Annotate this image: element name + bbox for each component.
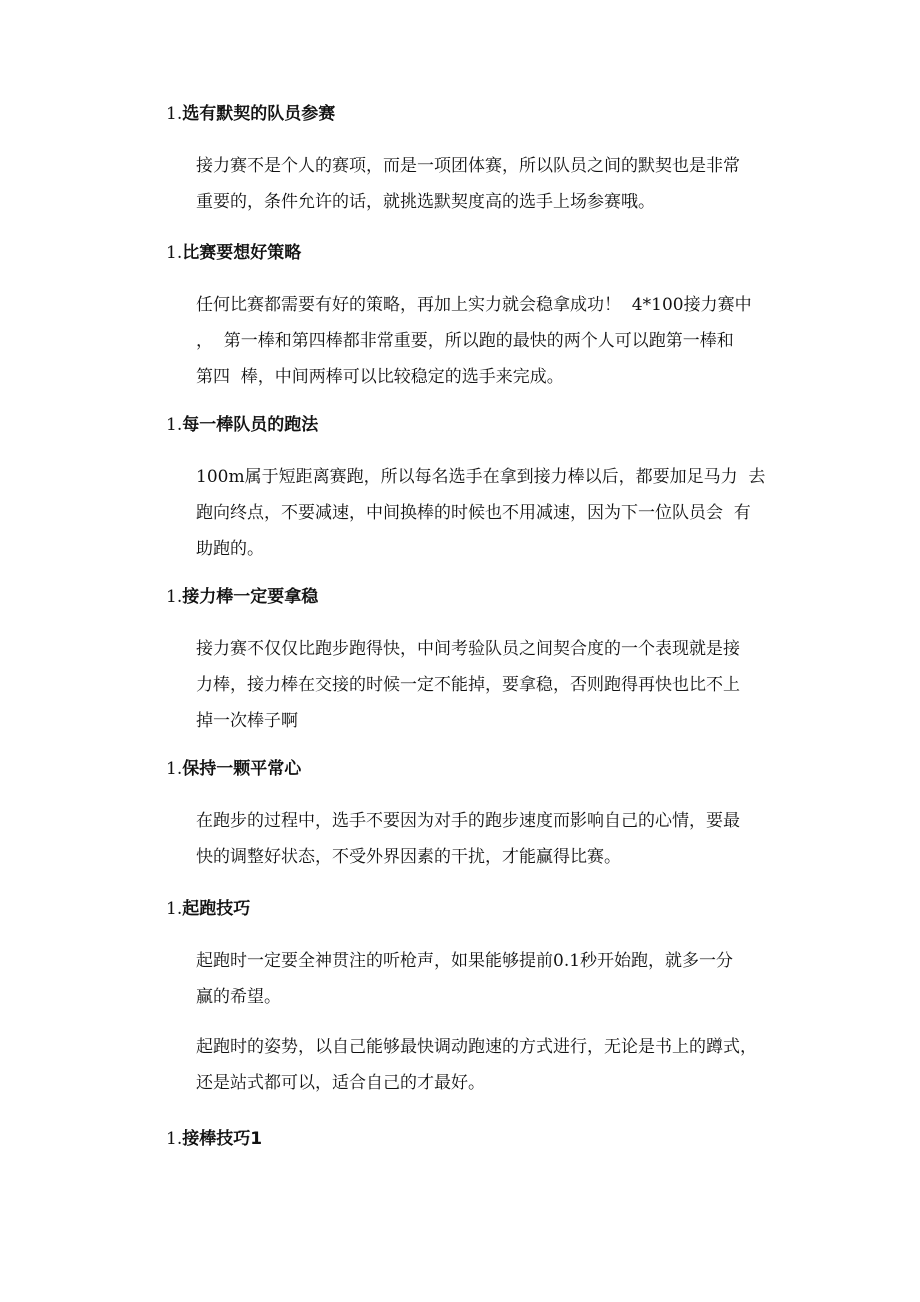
section-title: 接力棒一定要拿稳	[182, 587, 319, 607]
section-title: 接棒技巧1	[182, 1129, 263, 1149]
section-number: 1.	[166, 759, 183, 779]
paragraph-line: 起跑时的姿势，以自己能够最快调动跑速的方式进行，无论是书上的蹲式，	[196, 1037, 757, 1057]
section-heading	[166, 102, 335, 126]
paragraph-line: ， 第一棒和第四棒都非常重要，所以跑的最快的两个人可以跑第一棒和	[196, 331, 734, 351]
section-title: 每一棒队员的跑法	[182, 415, 319, 435]
paragraph-line: 掉一次棒子啊	[196, 711, 298, 731]
section-title: 选有默契的队员参赛	[182, 104, 336, 124]
section-number: 1.	[166, 104, 183, 124]
paragraph-line: 接力赛不仅仅比跑步跑得快，中间考验队员之间契合度的一个表现就是接	[196, 639, 740, 659]
paragraph	[196, 631, 740, 739]
section-heading	[166, 413, 318, 437]
paragraph	[196, 943, 733, 1015]
paragraph	[196, 459, 765, 567]
section-heading	[166, 1127, 262, 1151]
paragraph-line: 任何比赛都需要有好的策略，再加上实力就会稳拿成功！ 4*100接力赛中	[196, 295, 752, 315]
section-number: 1.	[166, 1129, 183, 1149]
section-title: 保持一颗平常心	[182, 759, 302, 779]
section-number: 1.	[166, 415, 183, 435]
paragraph	[196, 803, 740, 875]
section-title: 比赛要想好策略	[182, 243, 302, 263]
paragraph	[196, 287, 752, 395]
section-heading	[166, 897, 250, 921]
section-number: 1.	[166, 899, 183, 919]
paragraph-line: 还是站式都可以，适合自己的才最好。	[196, 1073, 485, 1093]
paragraph-line: 重要的，条件允许的话，就挑选默契度高的选手上场参赛哦。	[196, 192, 655, 212]
paragraph-line: 快的调整好状态，不受外界因素的干扰，才能赢得比赛。	[196, 847, 621, 867]
paragraph-line: 赢的希望。	[196, 987, 281, 1007]
paragraph-line: 助跑的。	[196, 539, 264, 559]
paragraph-line: 100m属于短距离赛跑，所以每名选手在拿到接力棒以后，都要加足马力 去	[196, 467, 766, 487]
paragraph	[196, 1029, 757, 1101]
section-number: 1.	[166, 243, 183, 263]
paragraph-line: 跑向终点，不要减速，中间换棒的时候也不用减速，因为下一位队员会 有	[196, 503, 751, 523]
section-heading	[166, 585, 318, 609]
paragraph-line: 力棒，接力棒在交接的时候一定不能掉，要拿稳，否则跑得再快也比不上	[196, 675, 740, 695]
paragraph-line: 第四 棒，中间两棒可以比较稳定的选手来完成。	[196, 367, 564, 387]
section-number: 1.	[166, 587, 183, 607]
paragraph-line: 在跑步的过程中，选手不要因为对手的跑步速度而影响自己的心情，要最	[196, 811, 740, 831]
section-heading	[166, 241, 301, 265]
paragraph-line: 起跑时一定要全神贯注的听枪声，如果能够提前0.1秒开始跑，就多一分	[196, 951, 734, 971]
paragraph	[196, 148, 740, 220]
section-heading	[166, 757, 301, 781]
paragraph-line: 接力赛不是个人的赛项，而是一项团体赛，所以队员之间的默契也是非常	[196, 156, 740, 176]
section-title: 起跑技巧	[182, 899, 251, 919]
